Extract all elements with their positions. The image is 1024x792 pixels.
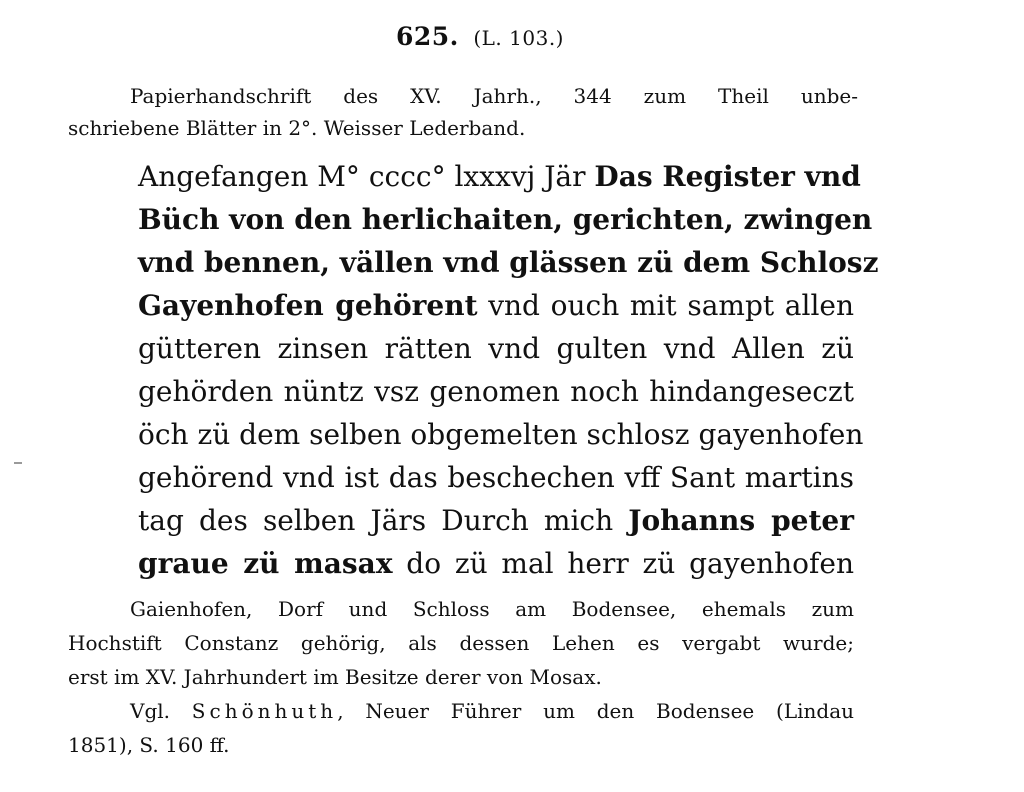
manuscript-quotation [138,155,879,585]
note-line [68,694,854,728]
note-line: Gaienhofen, Dorf und Schloss am Bodensee, ehemals zum [130,597,854,621]
quote-line [138,542,854,585]
quote-line [138,198,873,241]
quote-bold-text: Gayenhofen gehörent [138,289,478,322]
quote-bold-text: vnd bennen, vällen vnd glässen zü dem Schlosz [138,246,879,279]
note-text: Vgl. [130,699,192,723]
quote-bold-text: graue zü masax [138,547,393,580]
quote-line: gehörend vnd ist das beschechen vff Sant martins [138,461,854,494]
note-line: 1851), S. 160 ff. [68,733,230,757]
quote-text: vnd ouch mit sampt allen [477,289,854,322]
margin-mark [14,462,22,464]
quote-line: gehörden nüntz vsz genomen noch hindangeseczt [138,375,854,408]
note-text: , Neuer Führer um den Bodensee (Lindau [337,699,854,723]
description-line: Papierhandschrift des XV. Jahrh., 344 zum Theil unbe- [130,84,858,108]
note-line: Hochstift Constanz gehörig, als dessen Lehen es vergabt wurde; [68,631,854,655]
description-line: schriebene Blätter in 2°. Weisser Lederband. [68,116,526,140]
quote-line [138,499,854,542]
entry-heading [0,22,960,51]
quote-text: Angefangen M° cccc° lxxxvj Jär [138,160,595,193]
quote-line [138,284,854,327]
note-line: erst im XV. Jahrhundert im Besitze derer von Mosax. [68,665,602,689]
entry-number: 625. [396,22,459,51]
quote-line: gütteren zinsen rätten vnd gulten vnd Allen zü [138,332,854,365]
quote-line: öch zü dem selben obgemelten schlosz gayenhofen [138,418,864,451]
quote-text: tag des selben Järs Durch mich [138,504,629,537]
quote-text: do zü mal herr zü gayenhofen [392,547,854,580]
quote-line [138,241,879,284]
quote-bold-text: Das Register vnd [594,160,861,193]
quote-bold-text: Johanns peter [628,504,854,537]
quote-bold-text: Büch von den herlichaiten, gerichten, zwingen [138,203,873,236]
quote-line [138,155,861,198]
manuscript-description [68,80,858,144]
editorial-notes [68,592,854,762]
author-name: Schönhuth [191,699,338,723]
entry-reference: (L. 103.) [473,26,564,50]
